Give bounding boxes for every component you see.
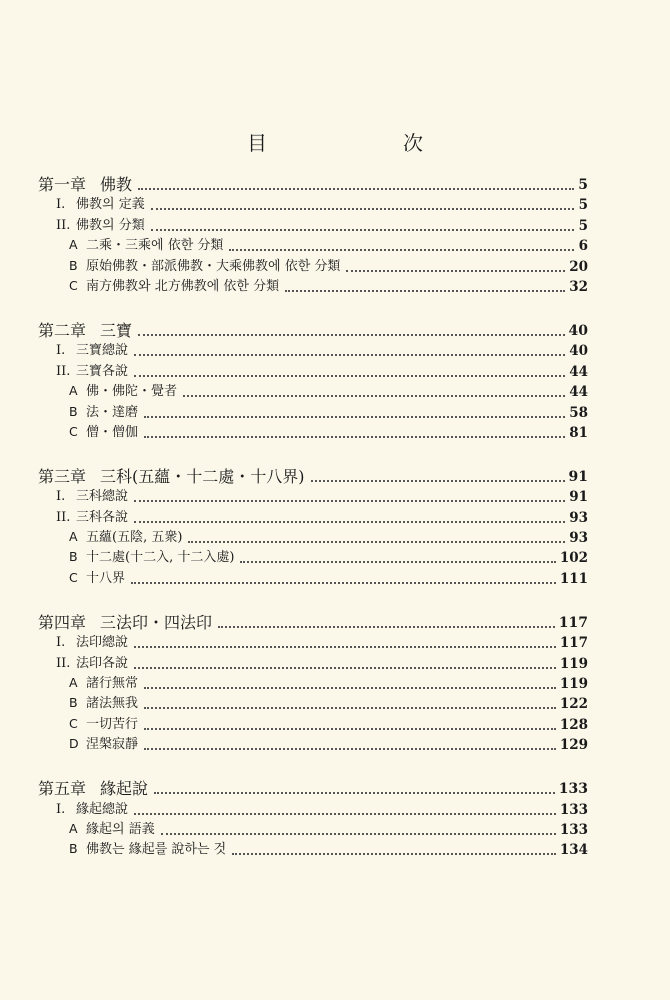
entry-title: 佛教의 定義: [76, 197, 145, 213]
entry-label: [69, 568, 125, 589]
dot-leader: [151, 208, 574, 210]
entry-mark: 第三章: [38, 466, 87, 486]
entry-mark: I.: [56, 197, 66, 213]
page-number: 58: [569, 404, 588, 421]
dot-leader: [154, 792, 555, 794]
page-number: 119: [559, 655, 588, 672]
entry-mark: II.: [56, 217, 71, 233]
entry-label: [56, 633, 128, 653]
entry-mark: 第四章: [38, 612, 87, 632]
page-number: 129: [559, 737, 588, 754]
page-number: 20: [569, 258, 588, 275]
entry-label: [69, 235, 223, 256]
entry-label: [69, 276, 279, 297]
dot-leader: [144, 748, 556, 750]
entry-label: [69, 839, 226, 860]
subsection-entry[interactable]: [38, 548, 588, 568]
subsection-entry[interactable]: [38, 568, 588, 588]
entry-title: 佛教의 分類: [76, 217, 145, 233]
subsection-entry[interactable]: [38, 277, 588, 297]
entry-title: 三科(五蘊・十二處・十八界): [100, 466, 305, 486]
chapter-block: [38, 319, 588, 443]
subsection-entry[interactable]: [38, 694, 588, 714]
entry-label: [69, 693, 138, 714]
entry-title: 三寶總說: [76, 343, 129, 359]
subsection-entry[interactable]: [38, 382, 588, 402]
entry-title: 二乘・三乘에 依한 分類: [86, 238, 224, 254]
page-number: 5: [578, 217, 588, 234]
page-number: 91: [568, 468, 588, 485]
entry-label: [69, 422, 138, 443]
entry-mark: A: [69, 383, 78, 399]
page-number: 6: [578, 238, 588, 255]
subsection-entry[interactable]: [38, 735, 588, 755]
entry-mark: B: [69, 695, 78, 711]
page-number: 32: [569, 278, 588, 295]
entry-mark: D: [69, 736, 79, 752]
subsection-entry[interactable]: [38, 820, 588, 840]
entry-label: [69, 819, 155, 840]
entry-title: 佛・佛陀・覺者: [86, 384, 178, 400]
entry-mark: I.: [56, 801, 66, 817]
chapter-block: [38, 777, 588, 860]
entry-title: 三科各說: [76, 509, 129, 525]
dot-leader: [188, 541, 565, 543]
dot-leader: [134, 667, 556, 669]
dot-leader: [285, 290, 565, 292]
entry-title: 原始佛教・部派佛教・大乘佛教에 依한 分類: [86, 258, 341, 274]
subsection-entry[interactable]: [38, 256, 588, 276]
entry-mark: B: [69, 549, 78, 565]
entry-label: [69, 547, 234, 568]
entry-label: [69, 256, 340, 277]
entry-label: [38, 779, 148, 799]
section-entry[interactable]: [38, 361, 588, 381]
entry-label: [38, 467, 305, 487]
dot-leader: [134, 521, 565, 523]
subsection-entry[interactable]: [38, 423, 588, 443]
entry-label: [56, 654, 128, 674]
entry-label: [56, 341, 128, 361]
entry-mark: 第二章: [38, 320, 87, 340]
entry-mark: A: [69, 237, 78, 253]
entry-title: 涅槃寂靜: [86, 737, 139, 753]
entry-label: [69, 714, 138, 735]
dot-leader: [218, 626, 555, 628]
page-title: 目 次: [247, 131, 481, 155]
dot-leader: [144, 687, 556, 689]
entry-label: [69, 734, 138, 755]
entry-mark: A: [69, 529, 78, 545]
entry-mark: C: [69, 423, 78, 439]
dot-leader: [161, 833, 556, 835]
entry-title: 一切苦行: [86, 716, 139, 732]
entry-title: 十八界: [86, 570, 126, 586]
subsection-entry[interactable]: [38, 714, 588, 734]
entry-mark: II.: [56, 363, 71, 379]
chapter-block: [38, 465, 588, 589]
entry-title: 佛教는 緣起를 說하는 것: [86, 842, 227, 858]
entry-label: [56, 216, 145, 236]
dot-leader: [229, 249, 574, 251]
entry-label: [56, 800, 128, 820]
dot-leader: [144, 436, 565, 438]
section-entry[interactable]: [38, 633, 588, 653]
page-number: 44: [569, 363, 588, 380]
dot-leader: [183, 395, 565, 397]
chapter-block: [38, 173, 588, 297]
chapter-entry[interactable]: [38, 465, 588, 487]
chapter-entry[interactable]: [38, 611, 588, 633]
entry-title: 三科總說: [76, 489, 129, 505]
entry-mark: A: [69, 820, 78, 836]
section-entry[interactable]: [38, 487, 588, 507]
entry-mark: 第一章: [38, 175, 87, 194]
entry-mark: 第五章: [38, 779, 87, 799]
chapter-entry[interactable]: [38, 173, 588, 195]
chapter-entry[interactable]: [38, 777, 588, 799]
page-number: 81: [569, 424, 588, 441]
section-entry[interactable]: [38, 653, 588, 673]
subsection-entry[interactable]: [38, 402, 588, 422]
section-entry[interactable]: [38, 195, 588, 215]
entry-title: 法印各說: [76, 655, 129, 671]
entry-label: [69, 402, 138, 423]
section-entry[interactable]: [38, 215, 588, 235]
entry-title: 十二處(十二入, 十二入處): [86, 550, 235, 566]
page-number: 5: [578, 197, 588, 214]
subsection-entry[interactable]: [38, 236, 588, 256]
page-number: 128: [559, 716, 588, 733]
page-number: 133: [558, 781, 588, 798]
entry-label: [56, 195, 145, 215]
subsection-entry[interactable]: [38, 674, 588, 694]
entry-title: 三法印・四法印: [100, 612, 213, 632]
page-number: 117: [558, 614, 588, 631]
entry-mark: B: [69, 257, 78, 273]
dot-leader: [134, 813, 556, 815]
dot-leader: [151, 229, 574, 231]
entry-mark: I.: [56, 343, 66, 359]
page-number: 93: [569, 509, 588, 526]
entry-label: [38, 613, 212, 633]
entry-title: 三寶各說: [76, 363, 129, 379]
entry-label: [56, 508, 128, 528]
chapter-block: [38, 611, 588, 755]
entry-title: 緣起總說: [76, 801, 129, 817]
entry-mark: II.: [56, 655, 71, 671]
entry-title: 僧・僧伽: [86, 424, 139, 440]
entry-title: 諸法無我: [86, 696, 139, 712]
table-of-contents: [38, 173, 588, 882]
dot-leader: [144, 707, 556, 709]
entry-mark: I.: [56, 489, 66, 505]
page-number: 133: [559, 821, 588, 838]
entry-label: [38, 175, 132, 195]
entry-mark: II.: [56, 509, 71, 525]
page-number: 91: [569, 489, 588, 506]
entry-title: 法印總說: [76, 635, 129, 651]
entry-label: [69, 381, 177, 402]
entry-title: 三寶: [100, 320, 133, 340]
entry-mark: I.: [56, 635, 66, 651]
page-number: 44: [569, 384, 588, 401]
entry-title: 五蘊(五陰, 五衆): [86, 530, 183, 546]
entry-title: 南方佛教와 北方佛教에 依한 分類: [86, 278, 280, 294]
entry-title: 緣起의 語義: [86, 821, 155, 837]
entry-title: 法・達磨: [86, 404, 139, 420]
dot-leader: [232, 853, 556, 855]
entry-label: [56, 487, 128, 507]
dot-leader: [131, 582, 556, 584]
dot-leader: [138, 188, 574, 190]
dot-leader: [311, 480, 565, 482]
page-number: 102: [559, 550, 588, 567]
page-number: 134: [559, 842, 588, 859]
entry-label: [69, 527, 182, 548]
chapter-entry[interactable]: [38, 319, 588, 341]
dot-leader: [144, 416, 565, 418]
subsection-entry[interactable]: [38, 528, 588, 548]
entry-title: 緣起說: [100, 779, 149, 799]
section-entry[interactable]: [38, 341, 588, 361]
entry-mark: C: [69, 715, 78, 731]
page-number: 40: [568, 322, 588, 339]
dot-leader: [346, 270, 565, 272]
page-number: 117: [559, 635, 588, 652]
page-number: 5: [578, 177, 588, 193]
entry-label: [56, 362, 128, 382]
dot-leader: [240, 561, 555, 563]
entry-title: 諸行無常: [86, 676, 139, 692]
subsection-entry[interactable]: [38, 840, 588, 860]
entry-mark: A: [69, 675, 78, 691]
page-number: 93: [569, 530, 588, 547]
entry-mark: C: [69, 569, 78, 585]
page-number: 133: [559, 801, 588, 818]
entry-mark: B: [69, 841, 78, 857]
dot-leader: [134, 354, 565, 356]
entry-label: [38, 321, 132, 341]
entry-mark: C: [69, 277, 78, 293]
entry-mark: B: [69, 403, 78, 419]
page-number: 40: [569, 343, 588, 360]
page-number: 111: [559, 570, 588, 587]
section-entry[interactable]: [38, 799, 588, 819]
entry-title: 佛教: [100, 175, 133, 194]
section-entry[interactable]: [38, 507, 588, 527]
dot-leader: [134, 500, 565, 502]
dot-leader: [138, 334, 564, 336]
entry-label: [69, 673, 138, 694]
dot-leader: [134, 646, 556, 648]
page-number: 122: [559, 696, 588, 713]
page-number: 119: [559, 676, 588, 693]
dot-leader: [144, 728, 556, 730]
dot-leader: [134, 375, 565, 377]
